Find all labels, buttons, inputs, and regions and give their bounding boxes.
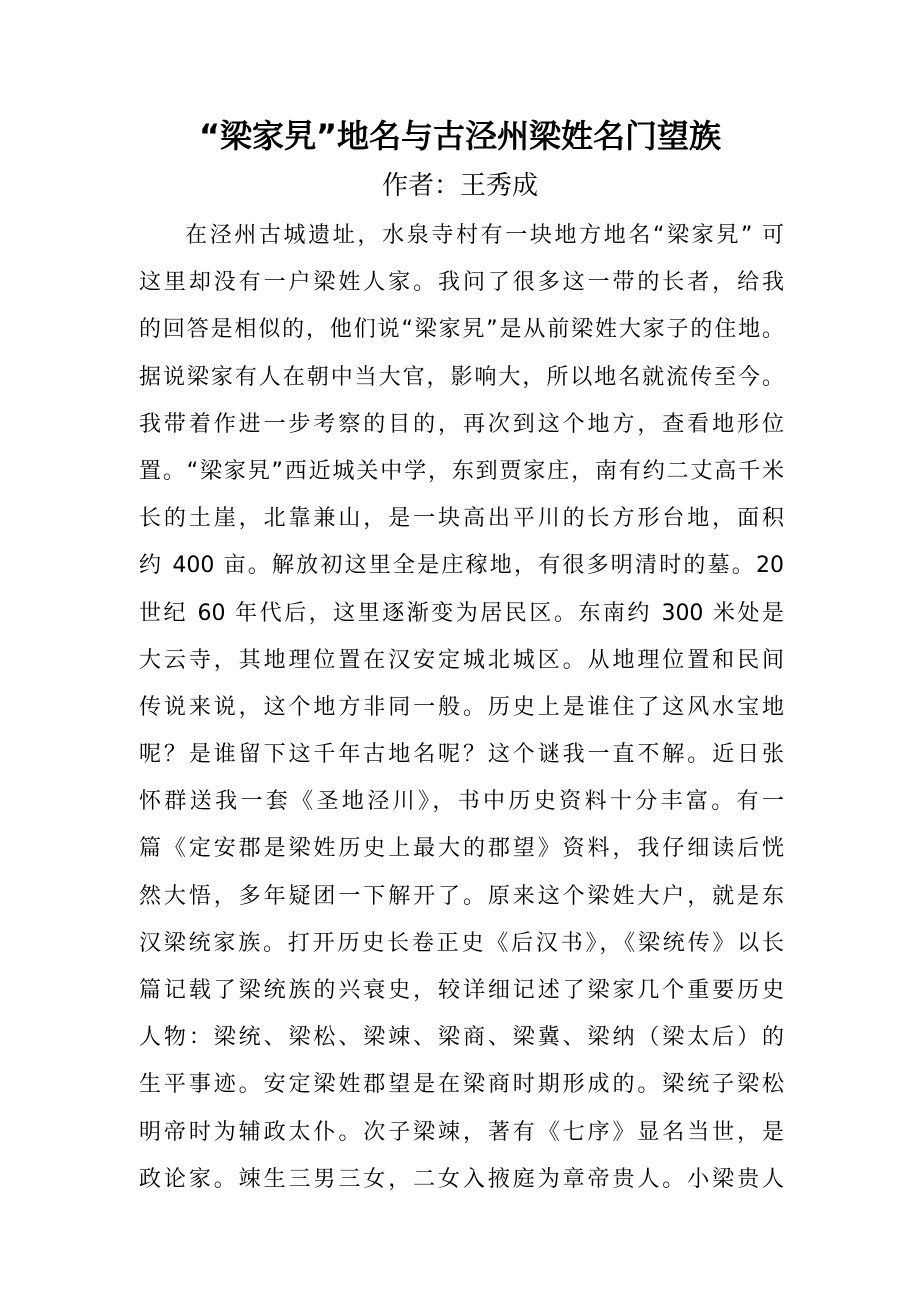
text-line: 然大悟，多年疑团一下解开了。原来这个梁姓大户，就是东 (139, 883, 784, 909)
text-line: 篇《定安郡是梁姓历史上最大的郡望》资料，我仔细读后恍 (139, 836, 784, 862)
text-line: 置。“梁家旯”西近城关中学，东到贾家庄，南有约二丈高千米 (139, 458, 784, 484)
text-line: 世纪 60 年代后，这里逐渐变为居民区。东南约 300 米处是 (139, 600, 784, 626)
text-line: 人物：梁统、梁松、梁竦、梁商、梁冀、梁纳（梁太后）的 (139, 1025, 784, 1051)
text-line: 呢？是谁留下这千年古地名呢？这个谜我一直不解。近日张 (139, 742, 784, 768)
text-line: 汉梁统家族。打开历史长卷正史《后汉书》，《梁统传》以长 (139, 930, 784, 956)
text-line: 据说梁家有人在朝中当大官，影响大，所以地名就流传至今。 (139, 364, 784, 390)
text-line: 约 400 亩。解放初这里全是庄稼地，有很多明清时的墓。20 (139, 553, 784, 579)
text-line: 我带着作进一步考察的目的，再次到这个地方，查看地形位 (139, 411, 784, 437)
text-line: 在泾州古城遗址，水泉寺村有一块地方地名“梁家旯” 可 (185, 223, 784, 248)
author-line: 作者：王秀成 (381, 171, 538, 201)
text-line: 长的土崖，北靠兼山，是一块高出平川的长方形台地，面积 (139, 506, 784, 532)
text-line: 这里却没有一户梁姓人家。我问了很多这一带的长者，给我 (139, 270, 784, 296)
body-paragraph (139, 212, 784, 1203)
text-line: 篇记载了梁统族的兴衰史，较详细记述了梁家几个重要历史 (139, 978, 784, 1003)
text-line: 大云寺，其地理位置在汉安定城北城区。从地理位置和民间 (139, 647, 784, 673)
text-line: 生平事迹。安定梁姓郡望是在梁商时期形成的。梁统子梁松 (139, 1072, 784, 1098)
text-line: 政论家。竦生三男三女，二女入掖庭为章帝贵人。小梁贵人 (139, 1166, 784, 1192)
text-line: 的回答是相似的，他们说“梁家旯”是从前梁姓大家子的住地。 (139, 317, 784, 343)
text-line: 明帝时为辅政太仆。次子梁竦，著有《七序》显名当世，是 (139, 1119, 784, 1145)
text-line: 传说来说，这个地方非同一般。历史上是谁住了这风水宝地 (139, 694, 784, 720)
document-title: “梁家旯”地名与古泾州梁姓名门望族 (198, 117, 722, 155)
text-line: 怀群送我一套《圣地泾川》，书中历史资料十分丰富。有一 (139, 789, 784, 815)
